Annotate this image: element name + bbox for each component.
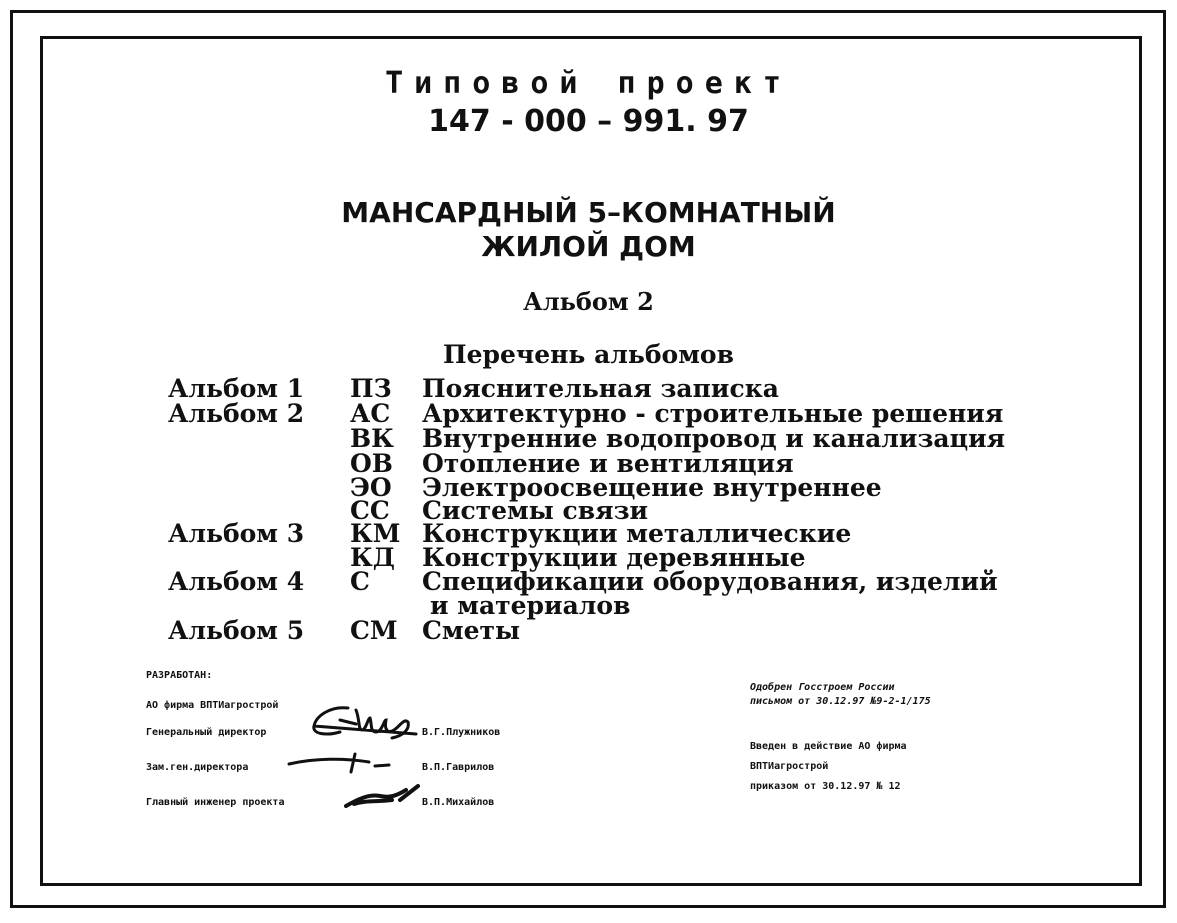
album-code: С <box>350 567 370 596</box>
title-line-2: ЖИЛОЙ ДОМ <box>481 230 696 263</box>
signatory-name: В.Г.Плужников <box>422 727 501 738</box>
album-desc: Архитектурно - строительные решения <box>422 399 1004 428</box>
approval-line-5: приказом от 30.12.97 № 12 <box>750 781 901 792</box>
album-desc: Конструкции деревянные <box>422 543 806 572</box>
album-code: КМ <box>350 519 401 548</box>
album-name: Альбом 3 <box>168 519 305 548</box>
album-desc: Спецификации оборудования, изделий <box>422 567 998 596</box>
signatory-name: В.П.Михайлов <box>422 797 495 808</box>
signature-general-director <box>300 700 425 745</box>
album-code: ЭО <box>350 473 392 502</box>
album-name: Альбом 2 <box>168 399 305 428</box>
album-code: ОВ <box>350 449 393 478</box>
album-name: Альбом 1 <box>168 374 305 403</box>
album-list-heading: Перечень альбомов <box>443 340 734 369</box>
album-code: СМ <box>350 616 398 645</box>
album-code: ВК <box>350 424 394 453</box>
album-desc: Системы связи <box>422 496 649 525</box>
project-title <box>0 196 1177 264</box>
album-desc: Пояснительная записка <box>422 374 779 403</box>
signatory-name: В.П.Гаврилов <box>422 762 495 773</box>
project-type: Типовой проект <box>385 66 792 101</box>
album-desc: Сметы <box>422 616 521 645</box>
album-desc: и материалов <box>430 591 631 620</box>
album-code: КД <box>350 543 395 572</box>
album-desc: Электроосвещение внутреннее <box>422 473 882 502</box>
signatory-role: Генеральный директор <box>146 727 267 738</box>
signatory-role: Зам.ген.директора <box>146 762 249 773</box>
album-desc: Отопление и вентиляция <box>422 449 794 478</box>
album-desc: Конструкции металлические <box>422 519 852 548</box>
signature-deputy-director <box>285 750 395 775</box>
album-label: Альбом 2 <box>523 287 654 316</box>
album-name: Альбом 5 <box>168 616 305 645</box>
approval-line-1: Одобрен Госстроем России <box>750 682 895 693</box>
album-name: Альбом 4 <box>168 567 305 596</box>
album-desc: Внутренние водопровод и канализация <box>422 424 1006 453</box>
developer-heading: РАЗРАБОТАН: <box>146 670 213 681</box>
title-line-1: МАНСАРДНЫЙ 5–КОМНАТНЫЙ <box>341 196 836 229</box>
album-code: АС <box>350 399 391 428</box>
project-code: 147 - 000 – 991. 97 <box>428 104 749 139</box>
developer-org: АО фирма ВПТИагрострой <box>146 700 279 711</box>
approval-line-4: ВПТИагрострой <box>750 761 829 772</box>
album-code: ПЗ <box>350 374 392 403</box>
approval-line-3: Введен в действие АО фирма <box>750 741 907 752</box>
approval-line-2: письмом от 30.12.97 №9-2-1/175 <box>750 696 931 707</box>
album-code: СС <box>350 496 390 525</box>
signature-chief-engineer <box>340 782 425 812</box>
signatory-role: Главный инженер проекта <box>146 797 285 808</box>
